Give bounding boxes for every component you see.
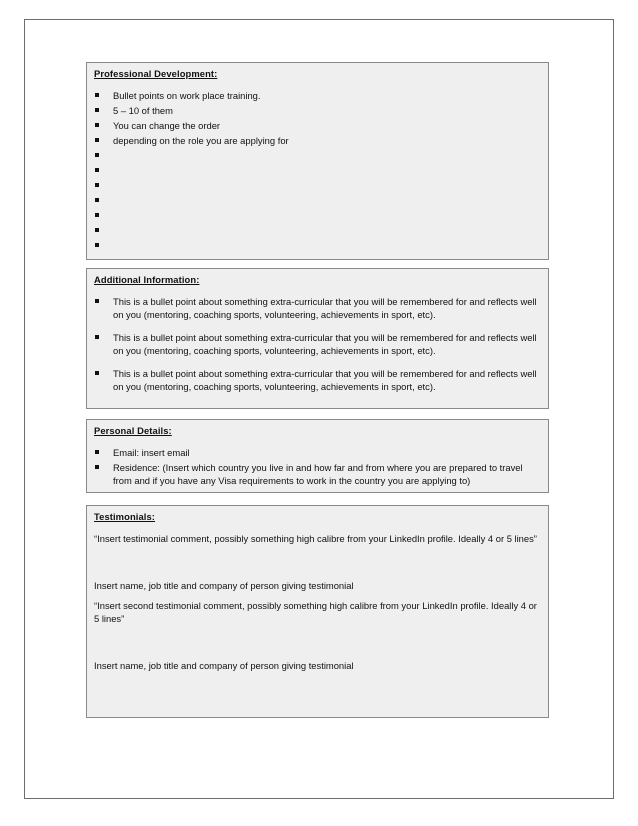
- list-item: 5 – 10 of them: [94, 104, 542, 117]
- testimonial-attribution-2: Insert name, job title and company of person giving testimonial: [94, 660, 354, 671]
- bullet-icon: [95, 465, 99, 469]
- testimonial-quote-1: “Insert testimonial comment, possibly something high calibre from your LinkedIn profile. Ideally 4 or 5 lines”: [94, 533, 537, 544]
- additional-information-section: [86, 268, 549, 409]
- list-item: This is a bullet point about something extra-curricular that you will be remembered for and reflects well on you (mentoring, coaching sports, volunteering, achievements in sport, etc).: [94, 295, 542, 321]
- bullet-icon: [95, 123, 99, 127]
- list-item: This is a bullet point about something extra-curricular that you will be remembered for and reflects well on you (mentoring, coaching sports, volunteering, achievements in sport, etc).: [94, 331, 542, 357]
- bullet-icon: [95, 108, 99, 112]
- personal-details-section: [86, 419, 549, 493]
- additional-information-heading: Additional Information:: [94, 274, 200, 285]
- list-item: Residence: (Insert which country you live in and how far and from where you are prepared to travel from and if you have any Visa requirements to work in the country you are applying to): [94, 461, 542, 487]
- list-item: [94, 149, 542, 162]
- bullet-icon: [95, 299, 99, 303]
- bullet-icon: [95, 93, 99, 97]
- list-item: This is a bullet point about something extra-curricular that you will be remembered for and reflects well on you (mentoring, coaching sports, volunteering, achievements in sport, etc).: [94, 367, 542, 393]
- professional-development-list: [94, 89, 542, 252]
- list-item: You can change the order: [94, 119, 542, 132]
- bullet-icon: [95, 371, 99, 375]
- professional-development-heading: Professional Development:: [94, 68, 218, 79]
- list-item: [94, 194, 542, 207]
- additional-information-list: [94, 295, 542, 393]
- list-item: [94, 179, 542, 192]
- list-item: depending on the role you are applying for: [94, 134, 542, 147]
- list-item: [94, 209, 542, 222]
- bullet-icon: [95, 183, 99, 187]
- bullet-icon: [95, 198, 99, 202]
- personal-details-heading: Personal Details:: [94, 425, 172, 436]
- testimonials-section: [86, 505, 549, 718]
- bullet-icon: [95, 168, 99, 172]
- list-item: [94, 164, 542, 177]
- list-item: Email: insert email: [94, 446, 542, 459]
- bullet-icon: [95, 153, 99, 157]
- bullet-icon: [95, 213, 99, 217]
- bullet-icon: [95, 450, 99, 454]
- personal-details-list: [94, 446, 542, 487]
- bullet-icon: [95, 138, 99, 142]
- bullet-icon: [95, 228, 99, 232]
- testimonial-quote-2: “Insert second testimonial comment, possibly something high calibre from your LinkedIn profile. Ideally 4 or 5 lines”: [94, 600, 537, 624]
- testimonials-heading: Testimonials:: [94, 511, 156, 522]
- testimonial-attribution-1: Insert name, job title and company of person giving testimonial: [94, 580, 354, 591]
- bullet-icon: [95, 243, 99, 247]
- list-item: [94, 224, 542, 237]
- professional-development-section: [86, 62, 549, 260]
- list-item: Bullet points on work place training.: [94, 89, 542, 102]
- list-item: [94, 239, 542, 252]
- bullet-icon: [95, 335, 99, 339]
